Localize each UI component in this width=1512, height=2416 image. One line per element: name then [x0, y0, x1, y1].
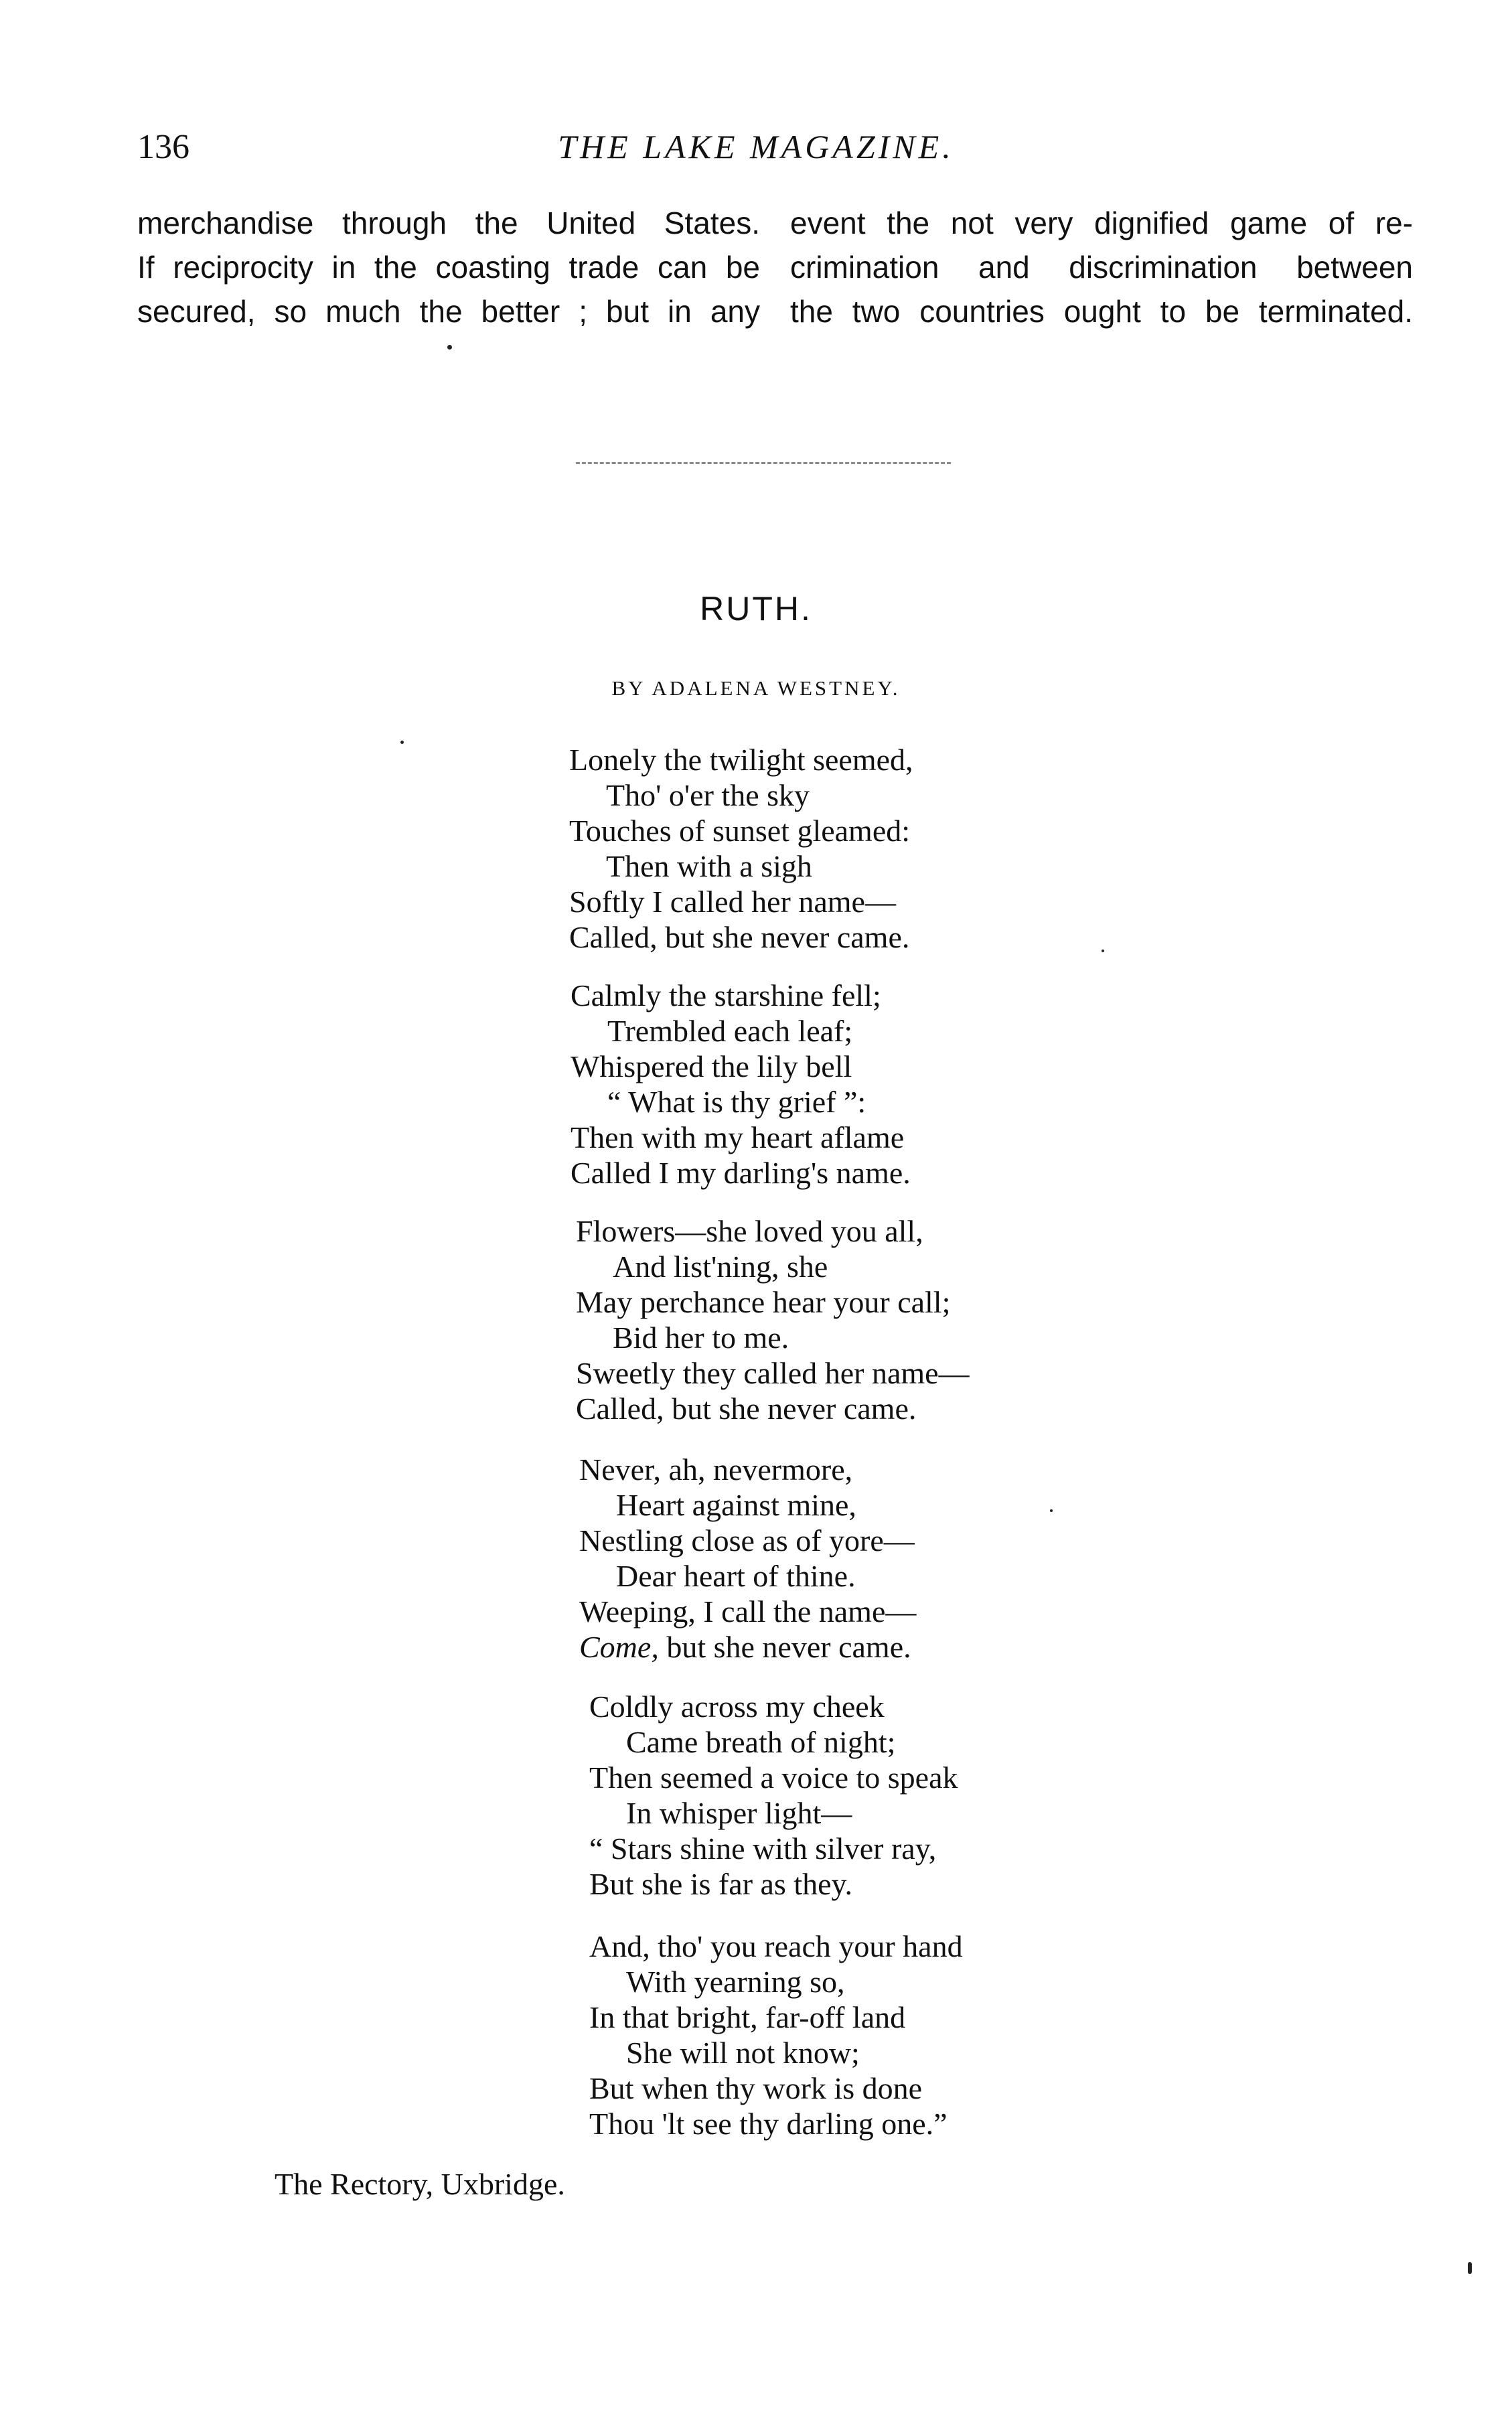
verse-line: “ Stars shine with silver ray, — [589, 1831, 937, 1866]
emphasis: Come, — [579, 1630, 659, 1664]
print-speck — [400, 741, 404, 744]
verse-line: “ What is thy grief ”: — [607, 1085, 866, 1119]
verse-line: Trembled each leaf; — [607, 1014, 853, 1048]
verse-line: Nestling close as of yore— — [579, 1523, 915, 1558]
stanza-3 — [576, 1213, 970, 1426]
verse-line: Sweetly they called her name— — [576, 1356, 970, 1390]
verse-line: Bid her to me. — [613, 1320, 789, 1355]
stanza-1 — [569, 742, 913, 955]
verse-line: Heart against mine, — [616, 1488, 856, 1522]
column-line: If reciprocity in the coasting trade can be — [137, 250, 760, 285]
verse-line: And, tho' you reach your hand — [589, 1929, 963, 1963]
verse-line: She will not know; — [626, 2036, 860, 2070]
print-speck — [447, 345, 452, 350]
poem-title: RUTH. — [700, 590, 812, 627]
verse-line: Called, but she never came. — [576, 1391, 917, 1426]
verse-line: Softly I called her name— — [569, 885, 896, 919]
column-line: secured, so much the better ; but in any — [137, 294, 760, 329]
print-speck — [1468, 2262, 1472, 2274]
verse-line: Touches of sunset gleamed: — [569, 814, 911, 848]
verse-line: Weeping, I call the name— — [579, 1594, 917, 1629]
verse-line: Dear heart of thine. — [616, 1559, 856, 1593]
verse-line: Coldly across my cheek — [589, 1689, 885, 1724]
verse-line: Called, but she never came. — [569, 920, 910, 954]
stanza-2 — [571, 978, 911, 1191]
verse-line: In that bright, far-off land — [589, 2000, 906, 2034]
column-line: crimination and discrimination between — [790, 250, 1413, 285]
verse-line: But she is far as they. — [589, 1867, 853, 1901]
verse-line: But when thy work is done — [589, 2071, 923, 2105]
print-speck — [1050, 1509, 1053, 1512]
running-title: THE LAKE MAGAZINE. — [558, 128, 954, 165]
stanza-5 — [589, 1689, 958, 1902]
column-line: the two countries ought to be terminated. — [790, 294, 1413, 329]
verse-line: Tho' o'er the sky — [606, 778, 810, 812]
verse-fragment: but she never came. — [666, 1630, 911, 1664]
page-number: 136 — [137, 128, 190, 166]
section-separator — [576, 462, 951, 464]
stanza-6 — [589, 1929, 963, 2141]
poem-signoff: The Rectory, Uxbridge. — [275, 2167, 565, 2201]
verse-line: May perchance hear your call; — [576, 1285, 951, 1319]
poem-byline: BY ADALENA WESTNEY. — [611, 676, 901, 700]
verse-line: Called I my darling's name. — [571, 1156, 911, 1190]
verse-line: Lonely the twilight seemed, — [569, 743, 913, 777]
verse-line — [579, 1629, 916, 1665]
verse-line: With yearning so, — [626, 1965, 845, 1999]
verse-line: Calmly the starshine fell; — [571, 978, 881, 1012]
verse-line: Then seemed a voice to speak — [589, 1760, 958, 1795]
column-line: merchandise through the United States. — [137, 206, 760, 240]
print-speck — [1102, 950, 1104, 952]
verse-line: Then with a sigh — [606, 849, 812, 883]
verse-line: In whisper light— — [626, 1796, 852, 1830]
article-end-right-column — [790, 201, 1413, 333]
verse-line: Whispered the lily bell — [571, 1049, 852, 1083]
column-line: event the not very dignified game of re- — [790, 206, 1413, 240]
verse-line: Thou 'lt see thy darling one.” — [589, 2107, 948, 2141]
stanza-4 — [579, 1452, 916, 1665]
verse-line: Then with my heart aflame — [571, 1120, 905, 1154]
verse-line: Flowers—she loved you all, — [576, 1214, 923, 1248]
verse-line: And list'ning, she — [613, 1250, 828, 1284]
article-end-left-column — [137, 201, 760, 333]
verse-line: Came breath of night; — [626, 1725, 896, 1759]
verse-line: Never, ah, nevermore, — [579, 1452, 853, 1487]
